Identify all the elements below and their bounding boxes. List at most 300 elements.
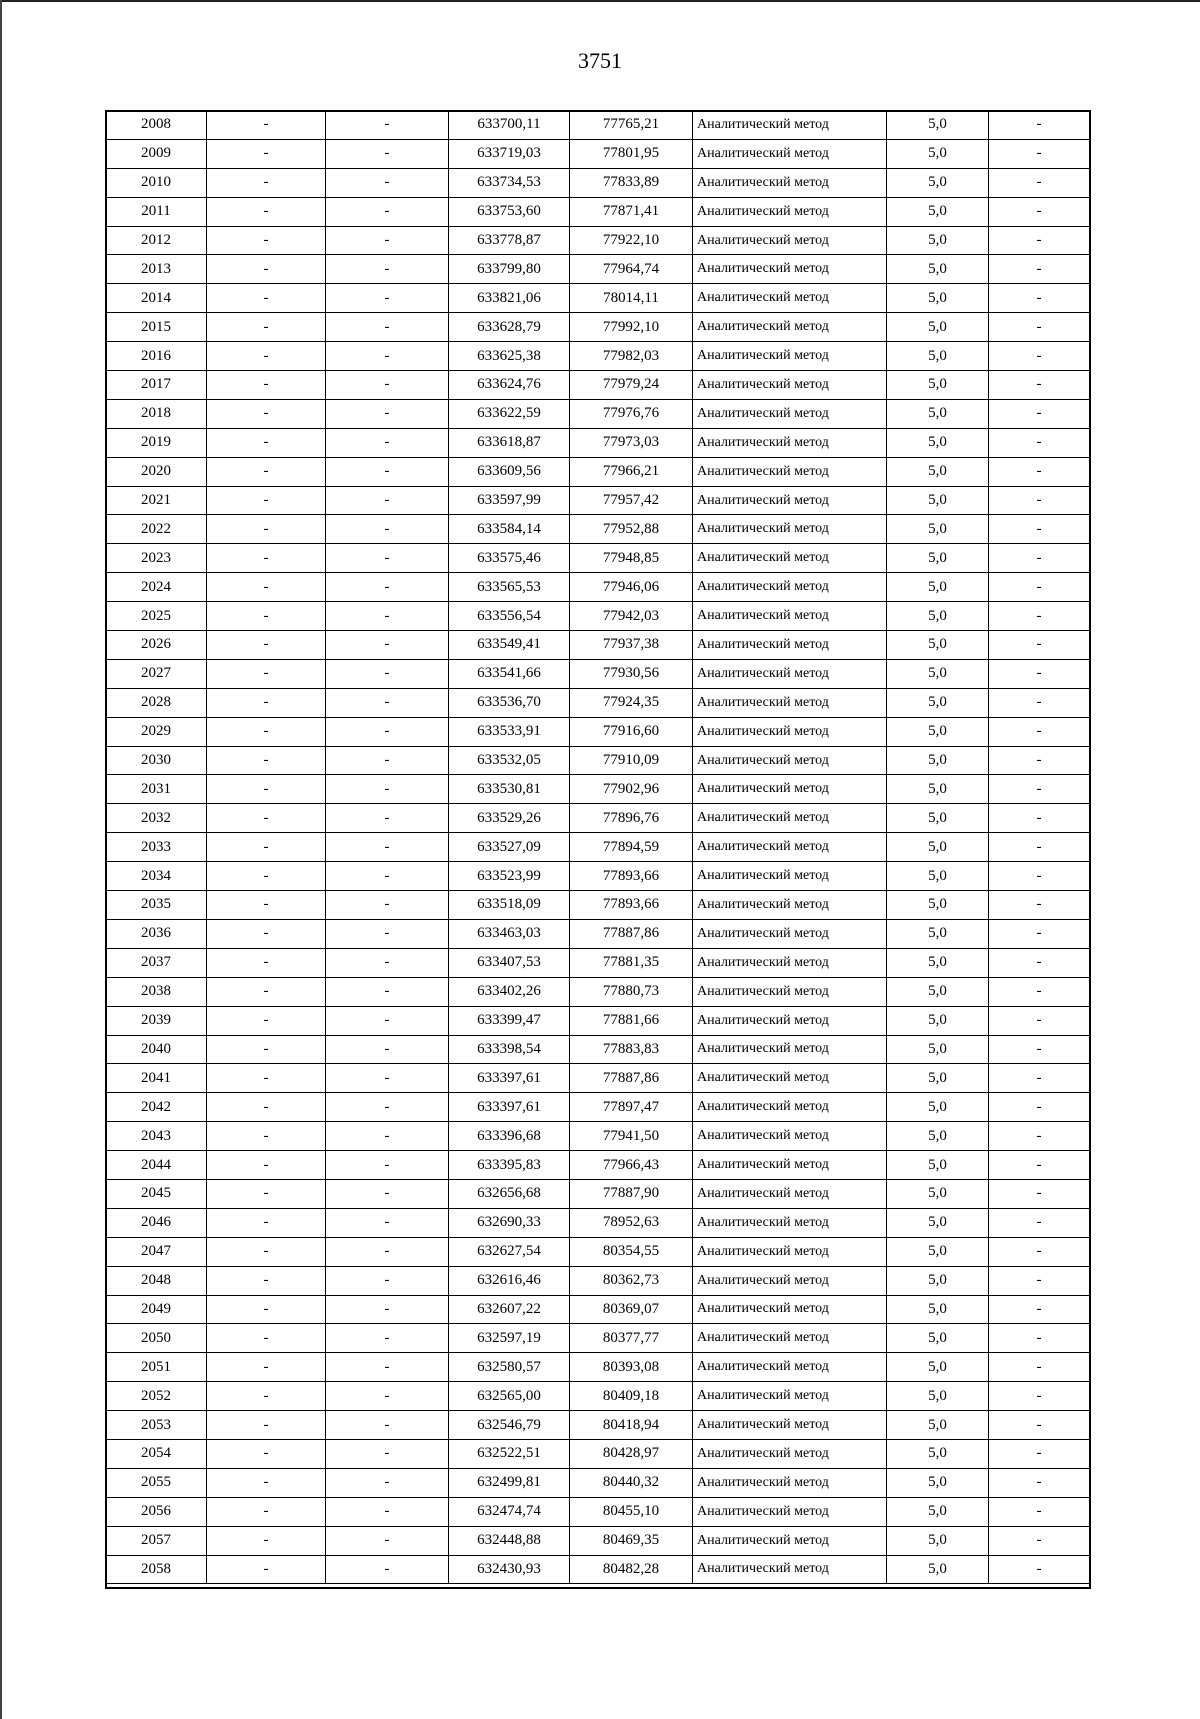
cell-blank-1: - bbox=[207, 342, 326, 371]
cell-blank-3: - bbox=[989, 399, 1090, 428]
cell-blank-3: - bbox=[989, 891, 1090, 920]
cell-blank-1: - bbox=[207, 746, 326, 775]
cell-blank-2: - bbox=[326, 284, 449, 313]
x-coordinate: 633625,38 bbox=[449, 342, 570, 371]
cell-blank-3: - bbox=[989, 1468, 1090, 1497]
cell-blank-3: - bbox=[989, 1497, 1090, 1526]
y-coordinate: 77937,38 bbox=[570, 631, 693, 660]
cell-blank-1: - bbox=[207, 197, 326, 226]
x-coordinate: 633700,11 bbox=[449, 111, 570, 140]
point-number: 2010 bbox=[106, 168, 207, 197]
cell-blank-2: - bbox=[326, 775, 449, 804]
cell-blank-2: - bbox=[326, 457, 449, 486]
accuracy: 5,0 bbox=[887, 1006, 989, 1035]
cell-blank-1: - bbox=[207, 1497, 326, 1526]
cell-blank-2: - bbox=[326, 399, 449, 428]
cell-blank-3: - bbox=[989, 1035, 1090, 1064]
point-number: 2026 bbox=[106, 631, 207, 660]
cell-blank-3: - bbox=[989, 1295, 1090, 1324]
point-number: 2023 bbox=[106, 544, 207, 573]
cell-blank-2: - bbox=[326, 1526, 449, 1555]
point-number: 2058 bbox=[106, 1555, 207, 1584]
y-coordinate: 80369,07 bbox=[570, 1295, 693, 1324]
y-coordinate: 77942,03 bbox=[570, 602, 693, 631]
cell-blank-1: - bbox=[207, 862, 326, 891]
cell-blank-1: - bbox=[207, 1006, 326, 1035]
cell-blank-3: - bbox=[989, 717, 1090, 746]
method: Аналитический метод bbox=[693, 746, 887, 775]
method: Аналитический метод bbox=[693, 833, 887, 862]
x-coordinate: 633396,68 bbox=[449, 1122, 570, 1151]
table-row bbox=[106, 1179, 1090, 1208]
point-number: 2036 bbox=[106, 919, 207, 948]
y-coordinate: 77924,35 bbox=[570, 688, 693, 717]
point-number: 2033 bbox=[106, 833, 207, 862]
point-number: 2032 bbox=[106, 804, 207, 833]
method: Аналитический метод bbox=[693, 197, 887, 226]
cell-blank-2: - bbox=[326, 515, 449, 544]
cell-blank-3: - bbox=[989, 457, 1090, 486]
method: Аналитический метод bbox=[693, 1295, 887, 1324]
y-coordinate: 77966,43 bbox=[570, 1151, 693, 1180]
point-number: 2043 bbox=[106, 1122, 207, 1151]
cell-blank-3: - bbox=[989, 862, 1090, 891]
point-number: 2008 bbox=[106, 111, 207, 140]
y-coordinate: 80393,08 bbox=[570, 1353, 693, 1382]
cell-blank-1: - bbox=[207, 833, 326, 862]
x-coordinate: 633399,47 bbox=[449, 1006, 570, 1035]
accuracy: 5,0 bbox=[887, 804, 989, 833]
method: Аналитический метод bbox=[693, 399, 887, 428]
table-row bbox=[106, 1382, 1090, 1411]
cell-blank-3: - bbox=[989, 1006, 1090, 1035]
y-coordinate: 77893,66 bbox=[570, 891, 693, 920]
x-coordinate: 633397,61 bbox=[449, 1093, 570, 1122]
method: Аналитический метод bbox=[693, 544, 887, 573]
y-coordinate: 77765,21 bbox=[570, 111, 693, 140]
cell-blank-2: - bbox=[326, 1006, 449, 1035]
y-coordinate: 77894,59 bbox=[570, 833, 693, 862]
method: Аналитический метод bbox=[693, 1064, 887, 1093]
x-coordinate: 633533,91 bbox=[449, 717, 570, 746]
cell-blank-3: - bbox=[989, 1439, 1090, 1468]
accuracy: 5,0 bbox=[887, 1468, 989, 1497]
cell-blank-1: - bbox=[207, 486, 326, 515]
y-coordinate: 77910,09 bbox=[570, 746, 693, 775]
cell-blank-3: - bbox=[989, 573, 1090, 602]
cell-blank-2: - bbox=[326, 1468, 449, 1497]
table-row bbox=[106, 371, 1090, 400]
accuracy: 5,0 bbox=[887, 977, 989, 1006]
cell-blank-2: - bbox=[326, 1411, 449, 1440]
cell-blank-1: - bbox=[207, 1237, 326, 1266]
table-row bbox=[106, 1468, 1090, 1497]
cell-blank-2: - bbox=[326, 862, 449, 891]
x-coordinate: 632430,93 bbox=[449, 1555, 570, 1584]
method: Аналитический метод bbox=[693, 1324, 887, 1353]
point-number: 2038 bbox=[106, 977, 207, 1006]
method: Аналитический метод bbox=[693, 371, 887, 400]
accuracy: 5,0 bbox=[887, 1122, 989, 1151]
accuracy: 5,0 bbox=[887, 602, 989, 631]
cell-blank-3: - bbox=[989, 659, 1090, 688]
point-number: 2057 bbox=[106, 1526, 207, 1555]
x-coordinate: 633518,09 bbox=[449, 891, 570, 920]
x-coordinate: 633575,46 bbox=[449, 544, 570, 573]
cell-blank-3: - bbox=[989, 139, 1090, 168]
cell-blank-2: - bbox=[326, 1122, 449, 1151]
cell-blank-2: - bbox=[326, 371, 449, 400]
method: Аналитический метод bbox=[693, 111, 887, 140]
point-number: 2035 bbox=[106, 891, 207, 920]
table-row bbox=[106, 573, 1090, 602]
y-coordinate: 80455,10 bbox=[570, 1497, 693, 1526]
table-row bbox=[106, 804, 1090, 833]
point-number: 2031 bbox=[106, 775, 207, 804]
method: Аналитический метод bbox=[693, 1006, 887, 1035]
cell-blank-1: - bbox=[207, 659, 326, 688]
x-coordinate: 633527,09 bbox=[449, 833, 570, 862]
x-coordinate: 633584,14 bbox=[449, 515, 570, 544]
accuracy: 5,0 bbox=[887, 197, 989, 226]
cell-blank-2: - bbox=[326, 977, 449, 1006]
accuracy: 5,0 bbox=[887, 428, 989, 457]
cell-blank-1: - bbox=[207, 1555, 326, 1584]
accuracy: 5,0 bbox=[887, 515, 989, 544]
cell-blank-3: - bbox=[989, 977, 1090, 1006]
x-coordinate: 633799,80 bbox=[449, 255, 570, 284]
x-coordinate: 633402,26 bbox=[449, 977, 570, 1006]
cell-blank-2: - bbox=[326, 486, 449, 515]
cell-blank-3: - bbox=[989, 168, 1090, 197]
method: Аналитический метод bbox=[693, 977, 887, 1006]
accuracy: 5,0 bbox=[887, 457, 989, 486]
accuracy: 5,0 bbox=[887, 399, 989, 428]
cell-blank-2: - bbox=[326, 573, 449, 602]
method: Аналитический метод bbox=[693, 1497, 887, 1526]
accuracy: 5,0 bbox=[887, 371, 989, 400]
cell-blank-1: - bbox=[207, 313, 326, 342]
cell-blank-3: - bbox=[989, 284, 1090, 313]
point-number: 2053 bbox=[106, 1411, 207, 1440]
y-coordinate: 80409,18 bbox=[570, 1382, 693, 1411]
cell-blank-2: - bbox=[326, 197, 449, 226]
accuracy: 5,0 bbox=[887, 139, 989, 168]
accuracy: 5,0 bbox=[887, 1411, 989, 1440]
y-coordinate: 77896,76 bbox=[570, 804, 693, 833]
accuracy: 5,0 bbox=[887, 284, 989, 313]
accuracy: 5,0 bbox=[887, 746, 989, 775]
point-number: 2017 bbox=[106, 371, 207, 400]
method: Аналитический метод bbox=[693, 313, 887, 342]
accuracy: 5,0 bbox=[887, 1526, 989, 1555]
cell-blank-1: - bbox=[207, 919, 326, 948]
y-coordinate: 80440,32 bbox=[570, 1468, 693, 1497]
table-row bbox=[106, 775, 1090, 804]
cell-blank-3: - bbox=[989, 1353, 1090, 1382]
cell-blank-2: - bbox=[326, 746, 449, 775]
accuracy: 5,0 bbox=[887, 862, 989, 891]
cell-blank-2: - bbox=[326, 168, 449, 197]
cell-blank-2: - bbox=[326, 1208, 449, 1237]
accuracy: 5,0 bbox=[887, 948, 989, 977]
method: Аналитический метод bbox=[693, 255, 887, 284]
table-row bbox=[106, 891, 1090, 920]
y-coordinate: 77979,24 bbox=[570, 371, 693, 400]
cell-blank-1: - bbox=[207, 977, 326, 1006]
method: Аналитический метод bbox=[693, 573, 887, 602]
y-coordinate: 77883,83 bbox=[570, 1035, 693, 1064]
y-coordinate: 77916,60 bbox=[570, 717, 693, 746]
cell-blank-3: - bbox=[989, 111, 1090, 140]
cell-blank-1: - bbox=[207, 1266, 326, 1295]
cell-blank-2: - bbox=[326, 948, 449, 977]
cell-blank-3: - bbox=[989, 486, 1090, 515]
cell-blank-2: - bbox=[326, 1266, 449, 1295]
x-coordinate: 633398,54 bbox=[449, 1035, 570, 1064]
y-coordinate: 78952,63 bbox=[570, 1208, 693, 1237]
method: Аналитический метод bbox=[693, 602, 887, 631]
cell-blank-1: - bbox=[207, 1353, 326, 1382]
x-coordinate: 633397,61 bbox=[449, 1064, 570, 1093]
cell-blank-3: - bbox=[989, 688, 1090, 717]
y-coordinate: 80482,28 bbox=[570, 1555, 693, 1584]
cell-blank-1: - bbox=[207, 1179, 326, 1208]
y-coordinate: 80354,55 bbox=[570, 1237, 693, 1266]
y-coordinate: 80362,73 bbox=[570, 1266, 693, 1295]
cell-blank-1: - bbox=[207, 1468, 326, 1497]
point-number: 2024 bbox=[106, 573, 207, 602]
accuracy: 5,0 bbox=[887, 1497, 989, 1526]
cell-blank-1: - bbox=[207, 399, 326, 428]
y-coordinate: 77897,47 bbox=[570, 1093, 693, 1122]
cell-blank-1: - bbox=[207, 1526, 326, 1555]
table-row bbox=[106, 1035, 1090, 1064]
cell-blank-1: - bbox=[207, 1382, 326, 1411]
point-number: 2056 bbox=[106, 1497, 207, 1526]
accuracy: 5,0 bbox=[887, 833, 989, 862]
cell-blank-3: - bbox=[989, 1526, 1090, 1555]
table-row bbox=[106, 1439, 1090, 1468]
cell-blank-3: - bbox=[989, 1208, 1090, 1237]
point-number: 2046 bbox=[106, 1208, 207, 1237]
cell-blank-2: - bbox=[326, 1179, 449, 1208]
point-number: 2016 bbox=[106, 342, 207, 371]
point-number: 2045 bbox=[106, 1179, 207, 1208]
cell-blank-3: - bbox=[989, 746, 1090, 775]
cell-blank-3: - bbox=[989, 1151, 1090, 1180]
method: Аналитический метод bbox=[693, 1122, 887, 1151]
y-coordinate: 77881,66 bbox=[570, 1006, 693, 1035]
cell-blank-2: - bbox=[326, 111, 449, 140]
y-coordinate: 77887,86 bbox=[570, 1064, 693, 1093]
x-coordinate: 632690,33 bbox=[449, 1208, 570, 1237]
table-row bbox=[106, 399, 1090, 428]
x-coordinate: 632656,68 bbox=[449, 1179, 570, 1208]
table-row bbox=[106, 1353, 1090, 1382]
cell-blank-2: - bbox=[326, 602, 449, 631]
x-coordinate: 633532,05 bbox=[449, 746, 570, 775]
table-row bbox=[106, 197, 1090, 226]
cell-blank-2: - bbox=[326, 139, 449, 168]
cell-blank-1: - bbox=[207, 1064, 326, 1093]
table-row bbox=[106, 1006, 1090, 1035]
point-number: 2050 bbox=[106, 1324, 207, 1353]
table-row bbox=[106, 1237, 1090, 1266]
cell-blank-1: - bbox=[207, 948, 326, 977]
scan-edge-left bbox=[0, 0, 2, 1719]
accuracy: 5,0 bbox=[887, 342, 989, 371]
y-coordinate: 77893,66 bbox=[570, 862, 693, 891]
method: Аналитический метод bbox=[693, 1151, 887, 1180]
x-coordinate: 633618,87 bbox=[449, 428, 570, 457]
accuracy: 5,0 bbox=[887, 1035, 989, 1064]
cell-blank-2: - bbox=[326, 1382, 449, 1411]
cell-blank-3: - bbox=[989, 226, 1090, 255]
cell-blank-1: - bbox=[207, 457, 326, 486]
cell-blank-3: - bbox=[989, 1411, 1090, 1440]
cell-blank-1: - bbox=[207, 1093, 326, 1122]
point-number: 2055 bbox=[106, 1468, 207, 1497]
y-coordinate: 80469,35 bbox=[570, 1526, 693, 1555]
method: Аналитический метод bbox=[693, 659, 887, 688]
table-row bbox=[106, 1295, 1090, 1324]
cell-blank-2: - bbox=[326, 1439, 449, 1468]
point-number: 2019 bbox=[106, 428, 207, 457]
cell-blank-1: - bbox=[207, 515, 326, 544]
x-coordinate: 633753,60 bbox=[449, 197, 570, 226]
accuracy: 5,0 bbox=[887, 1266, 989, 1295]
table-row bbox=[106, 919, 1090, 948]
table-row bbox=[106, 342, 1090, 371]
y-coordinate: 80428,97 bbox=[570, 1439, 693, 1468]
table-row bbox=[106, 602, 1090, 631]
cell-blank-3: - bbox=[989, 544, 1090, 573]
accuracy: 5,0 bbox=[887, 168, 989, 197]
x-coordinate: 632580,57 bbox=[449, 1353, 570, 1382]
y-coordinate: 77922,10 bbox=[570, 226, 693, 255]
cell-blank-1: - bbox=[207, 1411, 326, 1440]
y-coordinate: 77952,88 bbox=[570, 515, 693, 544]
table-row bbox=[106, 1411, 1090, 1440]
table-row bbox=[106, 688, 1090, 717]
cell-blank-3: - bbox=[989, 602, 1090, 631]
cell-blank-2: - bbox=[326, 631, 449, 660]
cell-blank-3: - bbox=[989, 1382, 1090, 1411]
accuracy: 5,0 bbox=[887, 775, 989, 804]
table-row bbox=[106, 284, 1090, 313]
cell-blank-2: - bbox=[326, 1497, 449, 1526]
point-number: 2030 bbox=[106, 746, 207, 775]
point-number: 2011 bbox=[106, 197, 207, 226]
cell-blank-2: - bbox=[326, 1295, 449, 1324]
x-coordinate: 632499,81 bbox=[449, 1468, 570, 1497]
x-coordinate: 632607,22 bbox=[449, 1295, 570, 1324]
method: Аналитический метод bbox=[693, 1555, 887, 1584]
accuracy: 5,0 bbox=[887, 1237, 989, 1266]
x-coordinate: 633549,41 bbox=[449, 631, 570, 660]
table-row bbox=[106, 1151, 1090, 1180]
cell-blank-3: - bbox=[989, 197, 1090, 226]
cell-blank-3: - bbox=[989, 1555, 1090, 1584]
method: Аналитический метод bbox=[693, 342, 887, 371]
point-number: 2014 bbox=[106, 284, 207, 313]
x-coordinate: 632627,54 bbox=[449, 1237, 570, 1266]
accuracy: 5,0 bbox=[887, 1179, 989, 1208]
accuracy: 5,0 bbox=[887, 255, 989, 284]
x-coordinate: 633530,81 bbox=[449, 775, 570, 804]
cell-blank-2: - bbox=[326, 1353, 449, 1382]
cell-blank-1: - bbox=[207, 226, 326, 255]
cell-blank-1: - bbox=[207, 717, 326, 746]
point-number: 2044 bbox=[106, 1151, 207, 1180]
accuracy: 5,0 bbox=[887, 313, 989, 342]
table-row bbox=[106, 977, 1090, 1006]
cell-blank-1: - bbox=[207, 111, 326, 140]
point-number: 2015 bbox=[106, 313, 207, 342]
cell-blank-1: - bbox=[207, 891, 326, 920]
method: Аналитический метод bbox=[693, 1208, 887, 1237]
y-coordinate: 77973,03 bbox=[570, 428, 693, 457]
method: Аналитический метод bbox=[693, 1439, 887, 1468]
cell-blank-1: - bbox=[207, 1439, 326, 1468]
accuracy: 5,0 bbox=[887, 1439, 989, 1468]
table-row bbox=[106, 746, 1090, 775]
table-row bbox=[106, 1064, 1090, 1093]
y-coordinate: 77887,90 bbox=[570, 1179, 693, 1208]
y-coordinate: 80377,77 bbox=[570, 1324, 693, 1353]
table-row bbox=[106, 1526, 1090, 1555]
accuracy: 5,0 bbox=[887, 919, 989, 948]
y-coordinate: 77957,42 bbox=[570, 486, 693, 515]
cell-blank-2: - bbox=[326, 891, 449, 920]
method: Аналитический метод bbox=[693, 717, 887, 746]
x-coordinate: 633821,06 bbox=[449, 284, 570, 313]
method: Аналитический метод bbox=[693, 284, 887, 313]
x-coordinate: 633556,54 bbox=[449, 602, 570, 631]
y-coordinate: 77941,50 bbox=[570, 1122, 693, 1151]
point-number: 2047 bbox=[106, 1237, 207, 1266]
x-coordinate: 633624,76 bbox=[449, 371, 570, 400]
method: Аналитический метод bbox=[693, 1411, 887, 1440]
x-coordinate: 632522,51 bbox=[449, 1439, 570, 1468]
cell-blank-1: - bbox=[207, 1295, 326, 1324]
table-row bbox=[106, 457, 1090, 486]
cell-blank-3: - bbox=[989, 1324, 1090, 1353]
table-row bbox=[106, 631, 1090, 660]
point-number: 2052 bbox=[106, 1382, 207, 1411]
cell-blank-2: - bbox=[326, 919, 449, 948]
method: Аналитический метод bbox=[693, 1179, 887, 1208]
cell-blank-1: - bbox=[207, 428, 326, 457]
method: Аналитический метод bbox=[693, 862, 887, 891]
cell-blank-1: - bbox=[207, 1324, 326, 1353]
point-number: 2042 bbox=[106, 1093, 207, 1122]
point-number: 2025 bbox=[106, 602, 207, 631]
y-coordinate: 77976,76 bbox=[570, 399, 693, 428]
table-row bbox=[106, 1122, 1090, 1151]
y-coordinate: 77902,96 bbox=[570, 775, 693, 804]
method: Аналитический метод bbox=[693, 1468, 887, 1497]
method: Аналитический метод bbox=[693, 515, 887, 544]
table-row bbox=[106, 1555, 1090, 1584]
cell-blank-2: - bbox=[326, 1151, 449, 1180]
cell-blank-3: - bbox=[989, 804, 1090, 833]
cell-blank-2: - bbox=[326, 428, 449, 457]
point-number: 2051 bbox=[106, 1353, 207, 1382]
x-coordinate: 633622,59 bbox=[449, 399, 570, 428]
cell-blank-1: - bbox=[207, 139, 326, 168]
